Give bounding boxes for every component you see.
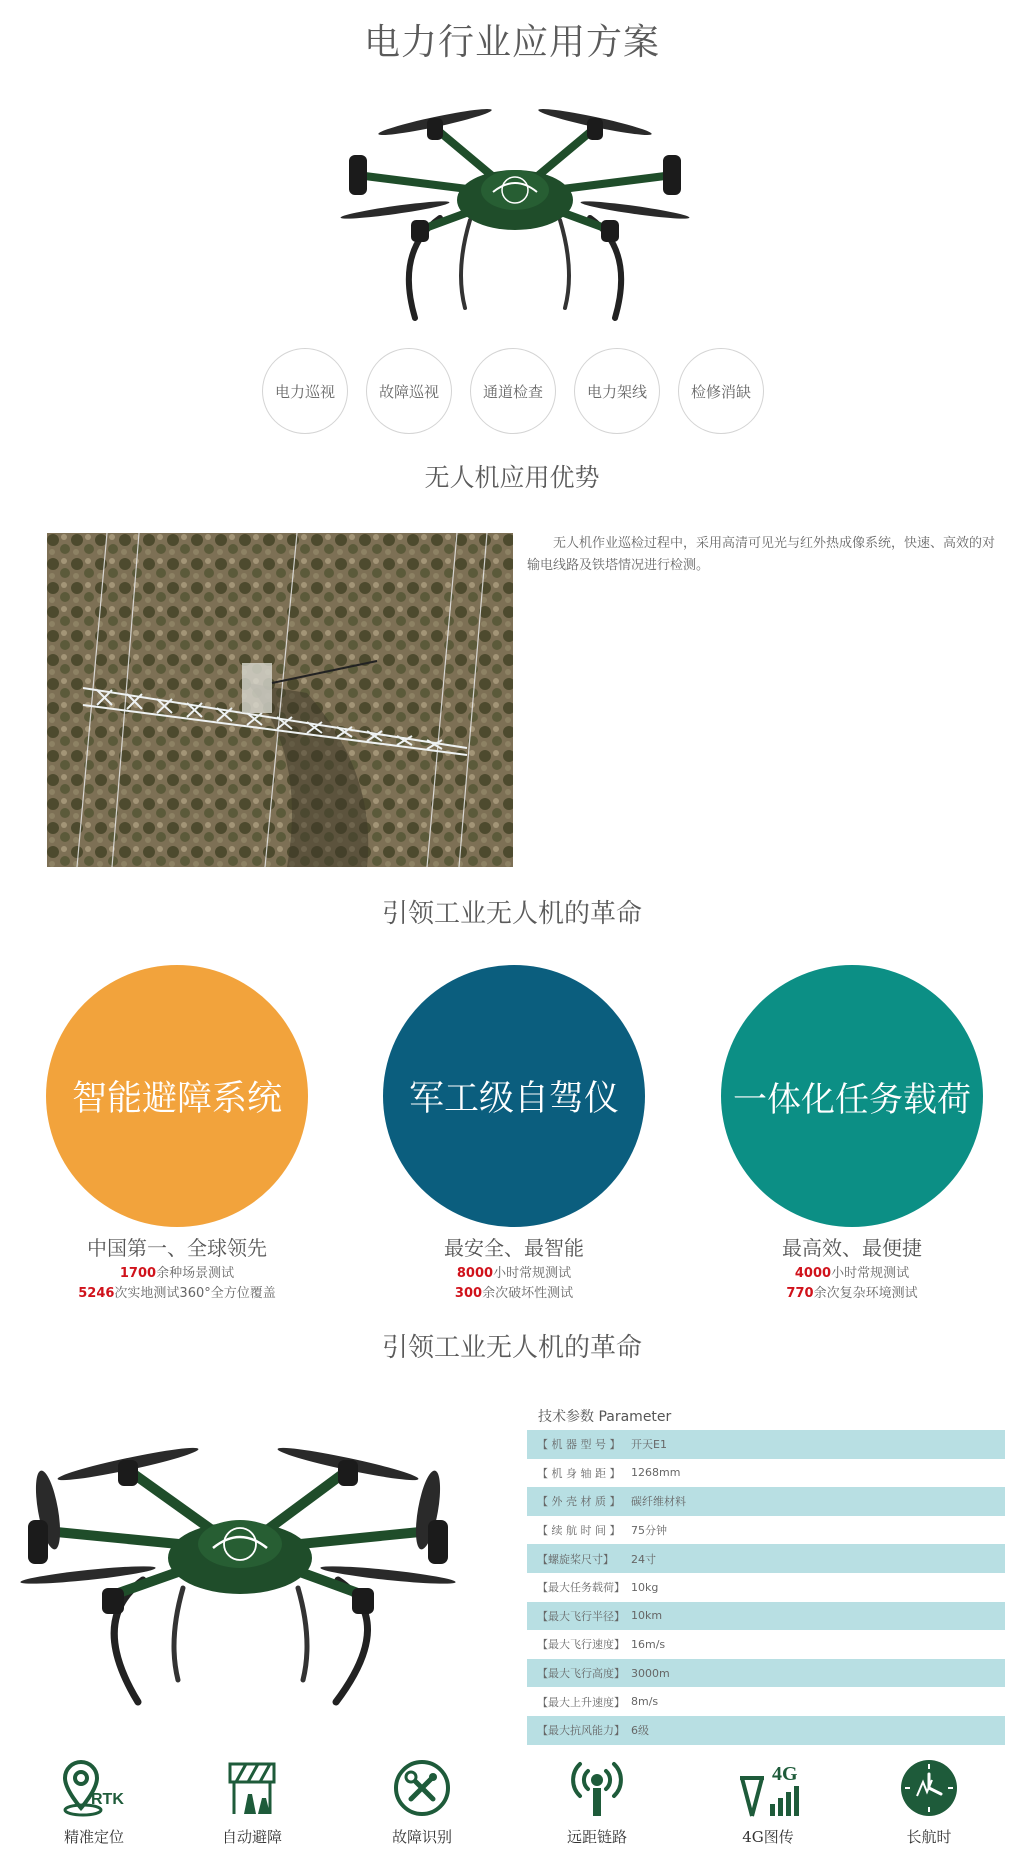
feature-heading: 中国第一、全球领先: [87, 1236, 267, 1260]
drone-image-large: [18, 1440, 458, 1710]
spec-key: 【最大上升速度】: [537, 1695, 625, 1709]
spec-value: 10kg: [631, 1580, 659, 1594]
spec-row: [527, 1459, 1005, 1488]
rtk-badge: RTK: [91, 1791, 124, 1808]
feature-stat-line: [344, 1264, 684, 1284]
revolution-title: 引领工业无人机的革命: [381, 899, 642, 929]
feature-circle-autopilot: 军工级自驾仪: [383, 965, 645, 1227]
4g-badge: 4G: [772, 1763, 798, 1785]
spec-key: 【最大飞行高度】: [537, 1667, 625, 1681]
pill-channel-inspection[interactable]: 通道检查: [470, 348, 556, 434]
pill-power-stringing[interactable]: 电力架线: [574, 348, 660, 434]
feature-stat-number: 1700: [119, 1266, 157, 1281]
icon-item-long-range-link: [547, 1758, 647, 1847]
clock-icon: [899, 1758, 959, 1818]
spec-value: 75分钟: [631, 1524, 667, 1538]
feature-circle-payload: 一体化任务载荷: [721, 965, 983, 1227]
icon-label: 长航时: [906, 1828, 952, 1846]
feature-circle-obstacle-avoidance: 智能避障系统: [46, 965, 308, 1227]
advantages-title: 无人机应用优势: [424, 463, 600, 492]
spec-row: [527, 1716, 1005, 1745]
pill-fault-patrol[interactable]: 故障巡视: [366, 348, 452, 434]
pill-repair-defects[interactable]: 检修消缺: [678, 348, 764, 434]
feature-heading: 最高效、最便捷: [782, 1236, 922, 1260]
spec-key: 【最大抗风能力】: [537, 1724, 625, 1738]
barrier-icon: [222, 1758, 282, 1818]
rtk-pin-icon: [59, 1758, 129, 1818]
icon-label: 4G图传: [742, 1828, 794, 1846]
spec-key: 【最大任务载荷】: [537, 1581, 625, 1595]
icon-item-avoidance: [202, 1758, 302, 1847]
feature-stat-text: 余种场景测试: [156, 1266, 235, 1281]
spec-value: 8m/s: [631, 1695, 659, 1709]
spec-row: [527, 1659, 1005, 1688]
feature-heading: 最安全、最智能: [444, 1236, 584, 1260]
feature-stat-number: 8000: [456, 1266, 494, 1281]
page-title: 电力行业应用方案: [363, 22, 660, 63]
feature-stat-text: 余次破坏性测试: [482, 1286, 574, 1301]
spec-row: [527, 1573, 1005, 1602]
feature-stat-number: 770: [786, 1286, 814, 1301]
signal-4g-icon: [728, 1758, 808, 1818]
feature-stat-line: [682, 1264, 1022, 1284]
spec-table-title: 技术参数 Parameter: [538, 1409, 672, 1425]
spec-key: 【最大飞行速度】: [537, 1638, 625, 1652]
feature-stat-line: [682, 1284, 1022, 1304]
feature-block-2: [344, 1232, 684, 1304]
pill-power-patrol[interactable]: 电力巡视: [262, 348, 348, 434]
spec-row: [527, 1487, 1005, 1516]
spec-key: 【 机 器 型 号 】: [537, 1438, 621, 1452]
antenna-icon: [562, 1758, 632, 1818]
feature-stat-line: [7, 1264, 347, 1284]
icon-item-rtk: [44, 1758, 144, 1847]
icon-label: 自动避障: [221, 1828, 282, 1846]
feature-block-3: [682, 1232, 1022, 1304]
spec-key: 【最大飞行半径】: [537, 1609, 625, 1623]
spec-key: 【 外 壳 材 质 】: [537, 1495, 621, 1509]
icon-label: 远距链路: [566, 1828, 627, 1846]
feature-stat-text: 余次复杂环境测试: [813, 1286, 918, 1301]
spec-key: 【螺旋桨尺寸】: [537, 1552, 614, 1566]
specs-section-title: 引领工业无人机的革命: [381, 1333, 642, 1363]
tools-icon: [392, 1758, 452, 1818]
icon-item-4g-transmission: [718, 1758, 818, 1847]
spec-value: 24寸: [631, 1552, 656, 1566]
spec-key: 【 续 航 时 间 】: [537, 1524, 621, 1538]
spec-value: 开天E1: [631, 1438, 667, 1452]
spec-value: 碳纤维材料: [631, 1495, 686, 1509]
spec-row: [527, 1687, 1005, 1716]
spec-table: [527, 1430, 1005, 1745]
advantages-description: 无人机作业巡检过程中，采用高清可见光与红外热成像系统，快速、高效的对输电线路及铁塔情况进行检测。: [527, 536, 996, 573]
spec-row: [527, 1430, 1005, 1459]
feature-stat-line: [344, 1284, 684, 1304]
spec-value: 1268mm: [631, 1466, 681, 1480]
icon-label: 精准定位: [63, 1828, 124, 1846]
spec-row: [527, 1630, 1005, 1659]
feature-stat-line: [7, 1284, 347, 1304]
feature-block-1: [7, 1232, 347, 1304]
icon-item-long-endurance: [879, 1758, 979, 1847]
drone-image-top: [335, 100, 695, 330]
spec-row: [527, 1516, 1005, 1545]
category-pill-row: [262, 348, 782, 438]
feature-stat-text: 次实地测试360°全方位覆盖: [114, 1286, 276, 1301]
feature-stat-number: 300: [454, 1286, 483, 1301]
icon-item-fault-recognition: [372, 1758, 472, 1847]
feature-stat-text: 小时常规测试: [831, 1266, 910, 1281]
tower-aerial-photo: [47, 533, 513, 867]
spec-value: 16m/s: [631, 1637, 666, 1651]
spec-key: 【 机 身 轴 距 】: [537, 1466, 621, 1480]
spec-row: [527, 1544, 1005, 1573]
spec-value: 3000m: [631, 1666, 670, 1680]
feature-stat-number: 5246: [78, 1286, 115, 1301]
feature-stat-number: 4000: [794, 1266, 832, 1281]
spec-row: [527, 1602, 1005, 1631]
spec-value: 10km: [631, 1609, 663, 1623]
feature-stat-text: 小时常规测试: [493, 1266, 572, 1281]
icon-label: 故障识别: [391, 1828, 452, 1846]
spec-value: 6级: [631, 1724, 649, 1738]
